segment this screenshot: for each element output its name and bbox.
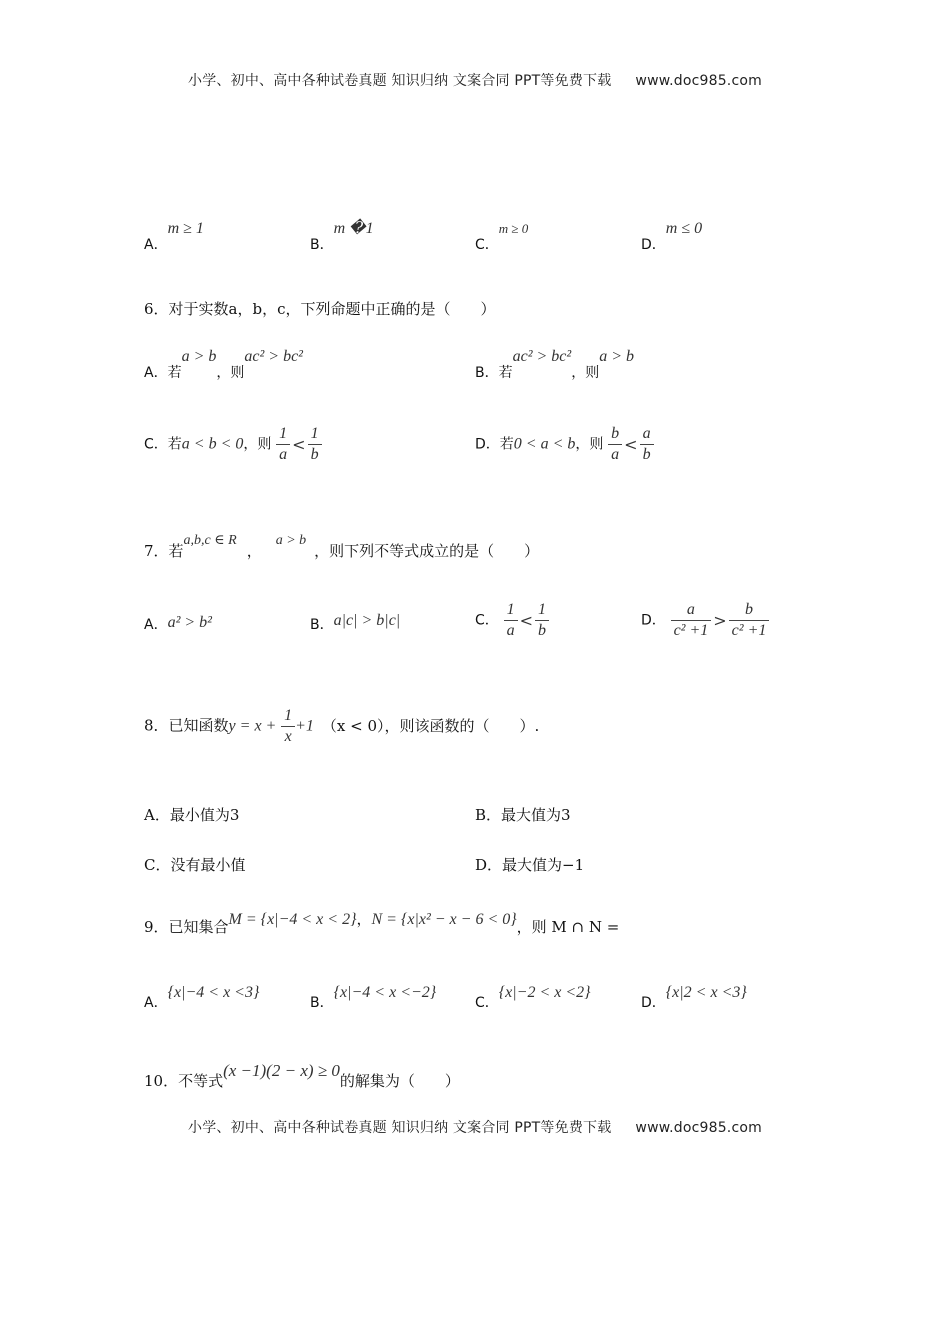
q9-stem: 9．已知集合M = {x|−4 < x < 2}，N = {x|x² − x − 6 < 0}，则 M ∩ N =	[144, 910, 620, 936]
q5-options	[144, 220, 844, 256]
q7-option-b[interactable]: B．a|c| > b|c|	[310, 612, 401, 633]
header-site-link[interactable]: www.doc985.com	[635, 73, 762, 89]
q6-options-cd	[144, 424, 844, 474]
q8-option-b[interactable]: B．最大值为3	[475, 806, 571, 824]
q5-option-a[interactable]: A．m ≥ 1	[144, 220, 204, 253]
q9-option-a[interactable]: A．{x|−4 < x <3}	[144, 984, 260, 1011]
q8-options-cd	[144, 854, 844, 878]
q6-options-ab	[144, 348, 844, 388]
q7-option-c[interactable]: C． $\frac{1}{a}$ < $\frac{1}{b}$	[475, 600, 549, 641]
page-header	[0, 70, 950, 90]
q6-d-frac-2: $\frac{a}{b}$	[640, 424, 654, 465]
q5-option-b-expr: m �1	[333, 220, 374, 237]
q7-options	[144, 600, 844, 650]
q5-option-d-expr: m ≤ 0	[665, 220, 703, 237]
page-footer	[0, 1117, 950, 1137]
q9-option-b[interactable]: B．{x|−4 < x <−2}	[310, 984, 437, 1011]
q8-options-ab	[144, 804, 844, 828]
q8-option-d[interactable]: D．最大值为−1	[475, 856, 585, 874]
q7-stem: 7．若a,b,c ∈ R，a > b，则下列不等式成立的是（ ）	[144, 533, 540, 560]
q9-option-d[interactable]: D．{x|2 < x <3}	[641, 984, 747, 1011]
q6-d-frac-1: $\frac{b}{a}$	[608, 424, 622, 465]
q8-stem: 8．已知函数y = x + $\frac{1}{x}$ +1 （x < 0），则该函数的（ ）.	[144, 707, 540, 745]
q7-option-a[interactable]: A．a² > b²	[144, 614, 212, 633]
header-text: 小学、初中、高中各种试卷真题 知识归纳 文案合同 PPT等免费下载	[188, 73, 612, 89]
q8-option-a[interactable]: A．最小值为3	[144, 806, 240, 824]
q9-option-c[interactable]: C．{x|−2 < x <2}	[475, 984, 591, 1011]
q6-option-d[interactable]: D．若0 < a < b，则 $\frac{b}{a}$ < $\frac{a}{b}$	[475, 424, 654, 465]
q8-frac: $\frac{1}{x}$	[281, 706, 295, 747]
q9-options	[144, 984, 844, 1014]
q6-option-b[interactable]: B．若ac² > bc²，则a > b	[475, 348, 634, 381]
q7-option-d[interactable]: D． $\frac{a}{\text{c² +1}}$ > $\frac{b}{\text{c² +1}}$	[641, 600, 769, 641]
q6-option-a[interactable]: A．若a > b，则ac² > bc²	[144, 348, 303, 381]
q10-stem: 10．不等式(x −1)(2 − x) ≥ 0的解集为（ ）	[144, 1061, 460, 1090]
q5-option-b[interactable]: B．m �1	[310, 220, 374, 253]
q5-option-c-expr: m ≥ 0	[498, 221, 529, 236]
footer-text: 小学、初中、高中各种试卷真题 知识归纳 文案合同 PPT等免费下载	[188, 1120, 612, 1136]
q6-c-frac-1: $\frac{1}{a}$	[276, 424, 290, 465]
q5-option-a-expr: m ≥ 1	[167, 220, 204, 237]
footer-site-link[interactable]: www.doc985.com	[635, 1120, 762, 1136]
q6-stem: 6．对于实数a，b，c，下列命题中正确的是（ ）	[144, 300, 496, 318]
q8-option-c[interactable]: C．没有最小值	[144, 856, 246, 874]
q6-option-c[interactable]: C．若a < b < 0，则 $\frac{1}{a}$ < $\frac{1}{b}$	[144, 424, 322, 465]
q5-option-d[interactable]: D．m ≤ 0	[641, 220, 703, 253]
q5-option-c[interactable]: C．m ≥ 0	[475, 221, 529, 253]
q6-c-frac-2: $\frac{1}{b}$	[308, 424, 322, 465]
